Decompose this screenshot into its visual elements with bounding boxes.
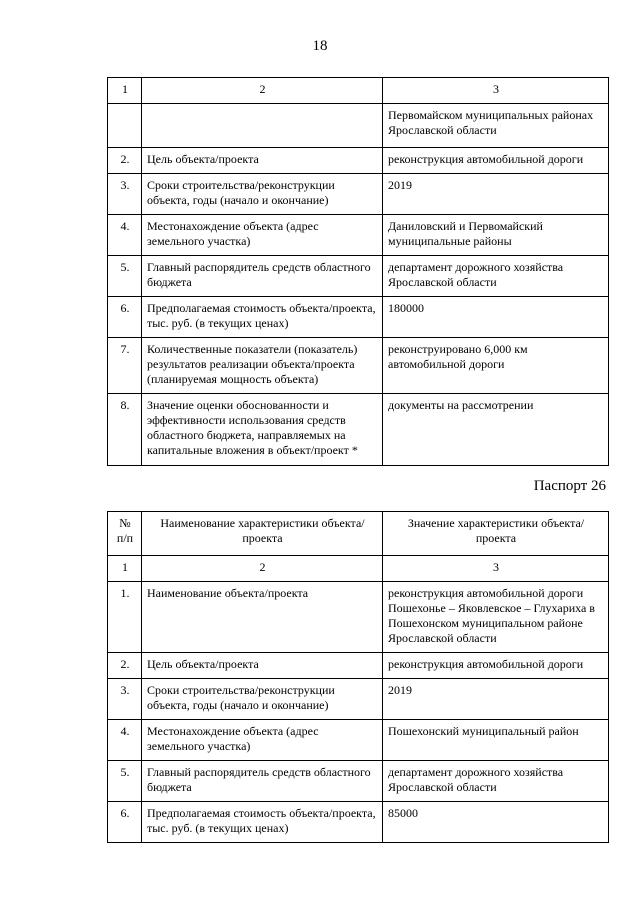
characteristic-value: 180000	[383, 297, 609, 338]
table-row	[108, 653, 609, 679]
characteristic-value: 85000	[383, 802, 609, 843]
characteristic-value: реконструировано 6,000 км автомобильной дороги	[383, 338, 609, 394]
col-number-3: 3	[383, 556, 609, 582]
row-number: 2.	[108, 148, 142, 174]
table-row	[108, 802, 609, 843]
row-number: 3.	[108, 174, 142, 215]
characteristic-name: Цель объекта/проекта	[142, 148, 383, 174]
row-number	[108, 104, 142, 148]
characteristic-value: 2019	[383, 679, 609, 720]
row-number: 6.	[108, 802, 142, 843]
characteristic-value: документы на рассмотрении	[383, 394, 609, 466]
table-row	[108, 104, 609, 148]
characteristic-value: реконструкция автомобильной дороги	[383, 653, 609, 679]
characteristic-name: Местонахождение объекта (адрес земельного участка)	[142, 720, 383, 761]
table-row	[108, 256, 609, 297]
col-number-2: 2	[142, 78, 383, 104]
row-number: 3.	[108, 679, 142, 720]
characteristic-name: Предполагаемая стоимость объекта/проекта, тыс. руб. (в текущих ценах)	[142, 802, 383, 843]
characteristic-name: Главный распорядитель средств областного бюджета	[142, 761, 383, 802]
table-row	[108, 394, 609, 466]
header-row-number: № п/п	[108, 512, 142, 556]
col-number-1: 1	[108, 556, 142, 582]
row-number: 7.	[108, 338, 142, 394]
col-number-3: 3	[383, 78, 609, 104]
header-characteristic-name: Наименование характеристики объекта/проекта	[142, 512, 383, 556]
characteristic-value: реконструкция автомобильной дороги	[383, 148, 609, 174]
table-row	[108, 720, 609, 761]
characteristic-name: Главный распорядитель средств областного бюджета	[142, 256, 383, 297]
characteristic-value: Даниловский и Первомайский муниципальные районы	[383, 215, 609, 256]
row-number: 2.	[108, 653, 142, 679]
characteristic-name: Сроки строительства/реконструкции объекта, годы (начало и окончание)	[142, 679, 383, 720]
characteristic-value: Пошехонский муниципальный район	[383, 720, 609, 761]
table-row	[108, 761, 609, 802]
passport-table-continued	[107, 77, 609, 466]
characteristic-name: Цель объекта/проекта	[142, 653, 383, 679]
row-number: 8.	[108, 394, 142, 466]
characteristic-value: 2019	[383, 174, 609, 215]
table-row	[108, 679, 609, 720]
row-number: 4.	[108, 215, 142, 256]
page-number: 18	[312, 38, 328, 54]
characteristic-name: Значение оценки обоснованности и эффективности использования средств областного бюджета, направляемых на капитальные вложения в объект/проект *	[142, 394, 383, 466]
table-header-row	[108, 512, 609, 556]
header-characteristic-value: Значение характеристики объекта/проекта	[383, 512, 609, 556]
col-number-1: 1	[108, 78, 142, 104]
table-row	[108, 582, 609, 653]
column-number-row	[108, 78, 609, 104]
characteristic-value: Первомайском муниципальных районах Ярославской области	[383, 104, 609, 148]
characteristic-value: реконструкция автомобильной дороги Пошехонье – Яковлевское – Глухариха в Пошехонском муниципальном районе Ярославской области	[383, 582, 609, 653]
table-row	[108, 338, 609, 394]
row-number: 5.	[108, 256, 142, 297]
column-number-row	[108, 556, 609, 582]
passport-table	[107, 511, 609, 843]
characteristic-name: Сроки строительства/реконструкции объекта, годы (начало и окончание)	[142, 174, 383, 215]
characteristic-name: Наименование объекта/проекта	[142, 582, 383, 653]
characteristic-name: Предполагаемая стоимость объекта/проекта, тыс. руб. (в текущих ценах)	[142, 297, 383, 338]
characteristic-value: департамент дорожного хозяйства Ярославской области	[383, 761, 609, 802]
row-number: 6.	[108, 297, 142, 338]
table-row	[108, 174, 609, 215]
characteristic-name	[142, 104, 383, 148]
passport-title: Паспорт 26	[533, 478, 606, 494]
table-row	[108, 215, 609, 256]
characteristic-value: департамент дорожного хозяйства Ярославской области	[383, 256, 609, 297]
row-number: 4.	[108, 720, 142, 761]
characteristic-name: Местонахождение объекта (адрес земельного участка)	[142, 215, 383, 256]
col-number-2: 2	[142, 556, 383, 582]
characteristic-name: Количественные показатели (показатель) результатов реализации объекта/проекта (планируемая мощность объекта)	[142, 338, 383, 394]
row-number: 1.	[108, 582, 142, 653]
table-row	[108, 297, 609, 338]
table-row	[108, 148, 609, 174]
row-number: 5.	[108, 761, 142, 802]
